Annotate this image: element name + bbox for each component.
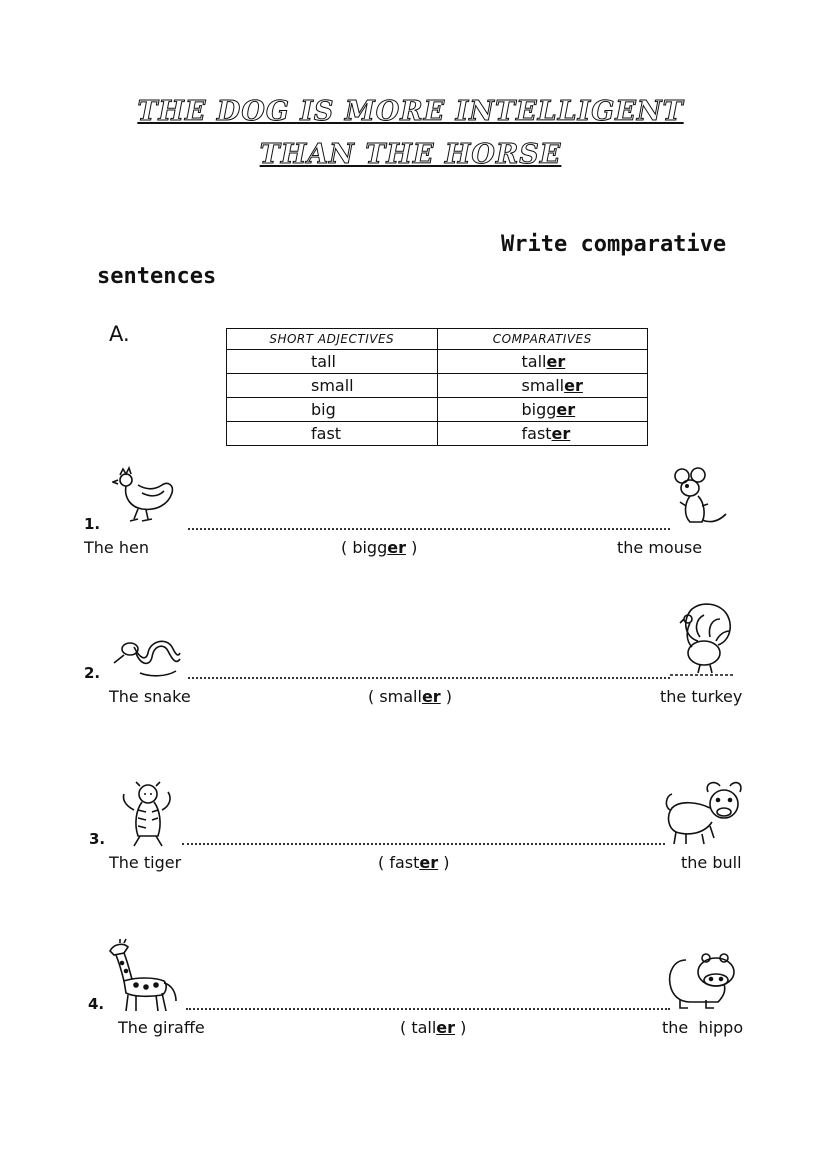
- answer-line[interactable]: [188, 677, 670, 679]
- page-title-line-1: THE DOG IS MORE INTELLIGENT: [137, 96, 684, 127]
- hint-suffix: er: [421, 687, 441, 706]
- item-number: 1.: [84, 515, 101, 533]
- table-row: [227, 398, 648, 422]
- item-left-subject: The tiger: [109, 853, 182, 872]
- answer-line[interactable]: [182, 843, 665, 845]
- item-left-subject: The snake: [109, 687, 191, 706]
- comparative-suffix: er: [546, 352, 566, 371]
- hen-icon: [112, 463, 182, 527]
- item-right-subject: the hippo: [662, 1018, 744, 1037]
- turkey-icon: [668, 601, 736, 679]
- giraffe-icon: [106, 937, 182, 1013]
- tiger-icon: [118, 780, 178, 848]
- hint-close: ): [438, 853, 450, 872]
- table-row: [227, 374, 648, 398]
- comparative-suffix: er: [564, 376, 583, 395]
- answer-line[interactable]: [188, 528, 670, 530]
- comparative-cell: [437, 422, 648, 446]
- comparative-stem: small: [521, 376, 565, 395]
- hippo-icon: [666, 950, 738, 1010]
- adjective-cell: small: [227, 374, 438, 398]
- table-header-short-adjectives: SHORT ADJECTIVES: [227, 329, 438, 350]
- item-hint: [341, 538, 417, 557]
- comparative-cell: [437, 350, 648, 374]
- adjective-cell: tall: [227, 350, 438, 374]
- answer-line[interactable]: [186, 1008, 670, 1010]
- table-header-row: [227, 329, 648, 350]
- hint-stem: ( bigg: [341, 538, 388, 557]
- item-right-subject: the turkey: [660, 687, 743, 706]
- mouse-icon: [668, 466, 730, 528]
- item-left-subject: The hen: [84, 538, 149, 557]
- instruction-line-2: sentences: [97, 264, 217, 289]
- hint-suffix: er: [419, 853, 439, 872]
- adjective-cell: big: [227, 398, 438, 422]
- hint-suffix: er: [387, 538, 406, 557]
- comparative-stem: tall: [521, 352, 547, 371]
- item-right-subject: the bull: [681, 853, 742, 872]
- comparative-cell: [437, 374, 648, 398]
- table-row: [227, 350, 648, 374]
- item-left-subject: The giraffe: [118, 1018, 205, 1037]
- item-hint: [378, 853, 449, 872]
- section-letter: A.: [109, 322, 130, 346]
- adjectives-table: [226, 328, 648, 446]
- hint-stem: ( small: [368, 687, 422, 706]
- hint-stem: ( tall: [400, 1018, 437, 1037]
- snake-icon: [110, 633, 184, 679]
- comparative-suffix: er: [551, 424, 571, 443]
- adjective-cell: fast: [227, 422, 438, 446]
- instruction-line-1: Write comparative: [501, 232, 727, 257]
- table-header-comparatives: COMPARATIVES: [437, 329, 648, 350]
- item-number: 3.: [89, 830, 106, 848]
- item-hint: [368, 687, 452, 706]
- hint-close: ): [406, 538, 418, 557]
- hint-close: ): [455, 1018, 467, 1037]
- table-row: [227, 422, 648, 446]
- comparative-stem: bigg: [521, 400, 557, 419]
- item-number: 2.: [84, 664, 101, 682]
- item-hint: [400, 1018, 466, 1037]
- bull-icon: [664, 778, 744, 846]
- comparative-stem: fast: [521, 424, 552, 443]
- hint-stem: ( fast: [378, 853, 420, 872]
- comparative-suffix: er: [556, 400, 576, 419]
- item-number: 4.: [88, 995, 105, 1013]
- comparative-cell: [437, 398, 648, 422]
- item-right-subject: the mouse: [617, 538, 703, 557]
- hint-suffix: er: [436, 1018, 456, 1037]
- hint-close: ): [440, 687, 453, 706]
- page-title-line-2: THAN THE HORSE: [259, 139, 562, 170]
